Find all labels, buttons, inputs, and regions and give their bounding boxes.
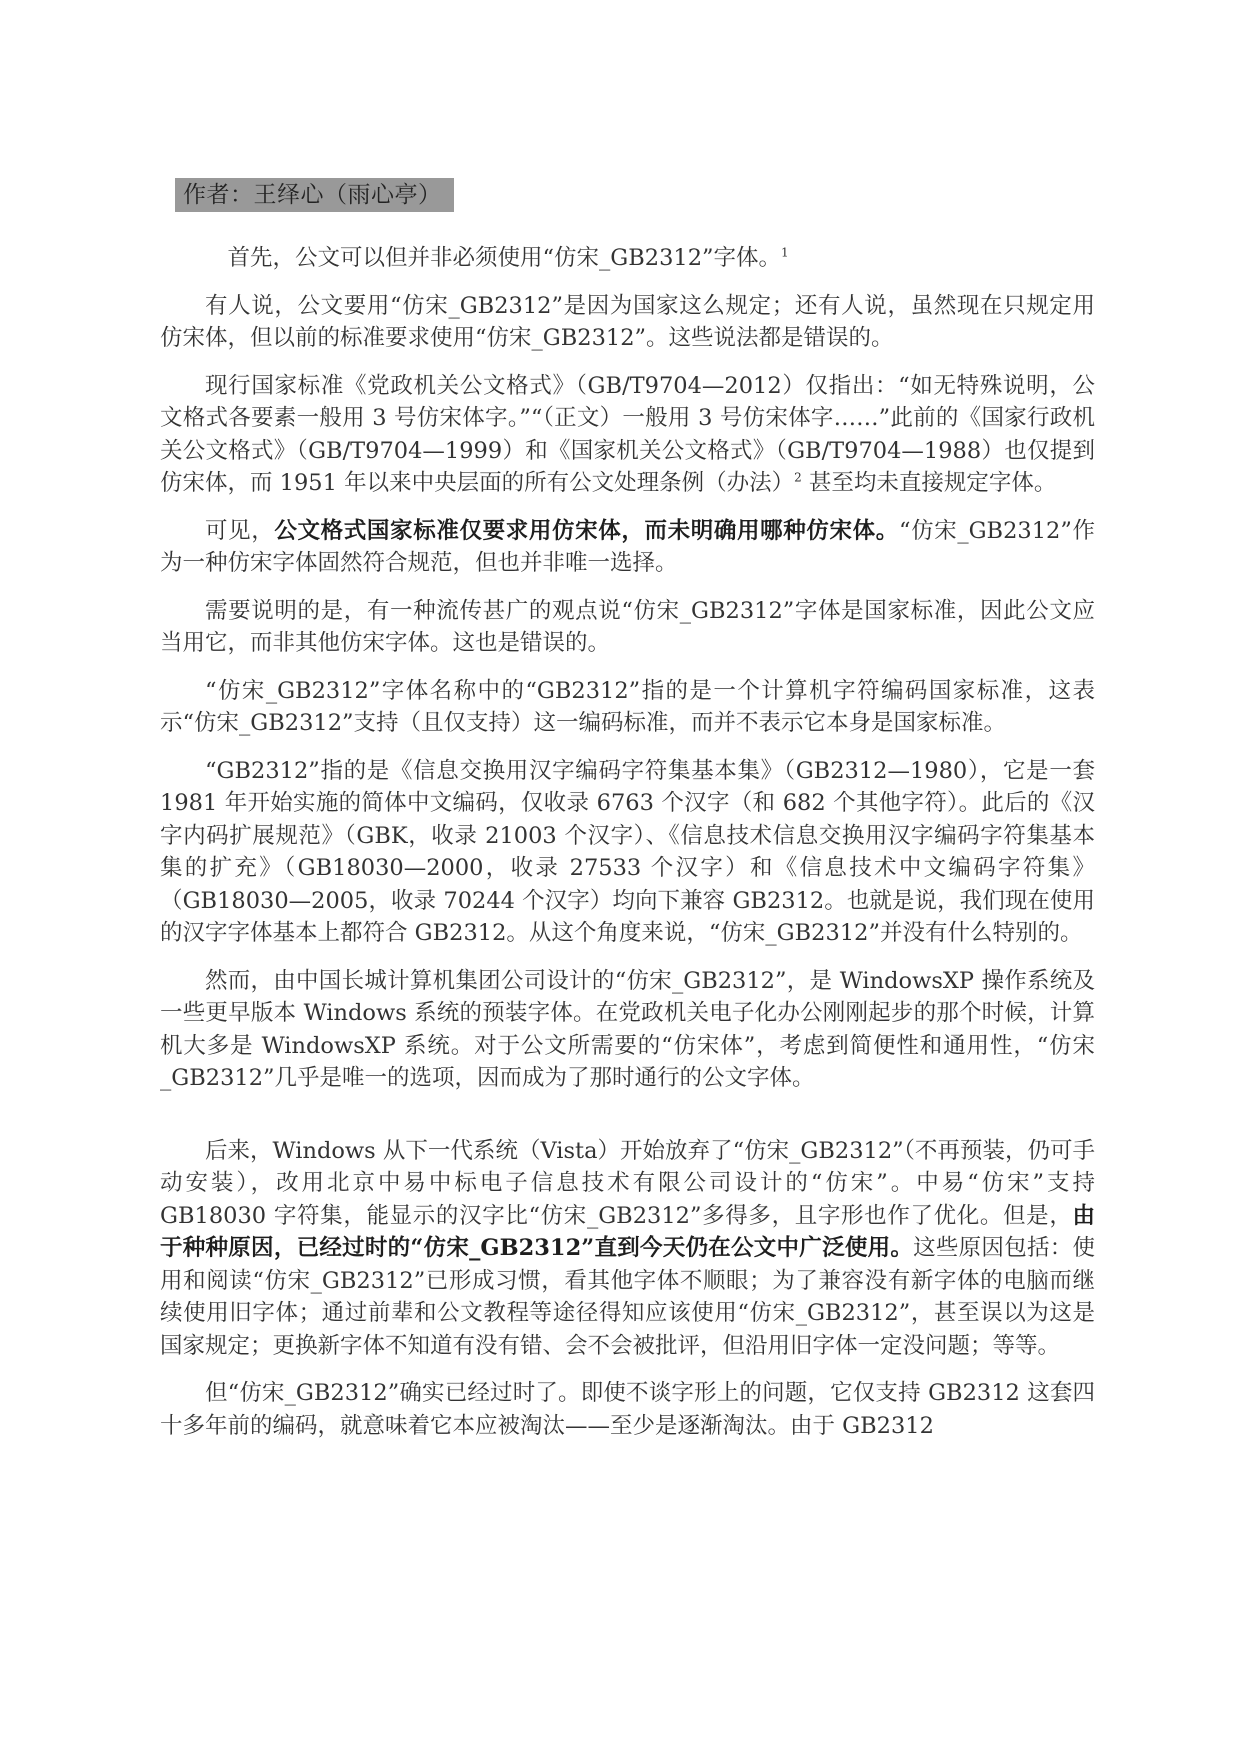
footnote-ref-1: 1 xyxy=(781,245,789,260)
paragraph-9: 后来，Windows 从下一代系统（Vista）开始放弃了“仿宋_GB2312”（不再预装，仍可手动安装），改用北京中易中标电子信息技术有限公司设计的“仿宋”。中易“仿宋”支持 GB18030 字符集，能显示的汉字比“仿宋_GB2312”多得多，且字形也作了优化。但是，由于种种原因，已经过时的“仿宋_GB2312”直到今天仍在公文中广泛使用。这些原因包括：使用和阅读“仿宋_GB2312”已形成习惯，看其他字体不顺眼；为了兼容没有新字体的电脑而继续使用旧字体；通过前辈和公文教程等途径得知应该使用“仿宋_GB2312”，甚至误以为这是国家规定；更换新字体不知道有没有错、会不会被批评，但沿用旧字体一定没问题；等等。 xyxy=(160,1137,1095,1359)
paragraph-8: 然而，由中国长城计算机集团公司设计的“仿宋_GB2312”，是 WindowsXP 操作系统及一些更早版本 Windows 系统的预装字体。在党政机关电子化办公刚刚起步的那个时候，计算机大多是 WindowsXP 系统。对于公文所需要的“仿宋体”，考虑到简便性和通用性，“仿宋_GB2312”几乎是唯一的选项，因而成为了那时通行的公文字体。 xyxy=(160,967,1095,1091)
article-body xyxy=(160,242,1095,1457)
paragraph-7: “GB2312”指的是《信息交换用汉字编码字符集基本集》（GB2312—1980），它是一套 1981 年开始实施的简体中文编码，仅收录 6763 个汉字（和 682 个其他字符）。此后的《汉字内码扩展规范》（GBK，收录 21003 个汉字）、《信息技术信息交换用汉字编码字符集基本集的扩充》（GB18030—2000，收录 27533 个汉字）和《信息技术中文编码字符集》（GB18030—2005，收录 70244 个汉字）均向下兼容 GB2312。也就是说，我们现在使用的汉字字体基本上都符合 GB2312。从这个角度来说，“仿宋_GB2312”并没有什么特别的。 xyxy=(160,757,1095,946)
paragraph-6: “仿宋_GB2312”字体名称中的“GB2312”指的是一个计算机字符编码国家标准，这表示“仿宋_GB2312”支持（且仅支持）这一编码标准，而并不表示它本身是国家标准。 xyxy=(160,677,1095,736)
footnote-ref-2: 2 xyxy=(794,470,802,485)
paragraph-10: 但“仿宋_GB2312”确实已经过时了。即使不谈字形上的问题，它仅支持 GB2312 这套四十多年前的编码，就意味着它本应被淘汰——至少是逐渐淘汰。由于 GB2312 xyxy=(160,1380,1095,1439)
paragraph-2: 有人说，公文要用“仿宋_GB2312”是因为国家这么规定；还有人说，虽然现在只规定用仿宋体，但以前的标准要求使用“仿宋_GB2312”。这些说法都是错误的。 xyxy=(160,292,1095,351)
author-label: 作者：王绎心（雨心亭） xyxy=(175,178,454,212)
paragraph-5: 需要说明的是，有一种流传甚广的观点说“仿宋_GB2312”字体是国家标准，因此公文应当用它，而非其他仿宋字体。这也是错误的。 xyxy=(160,597,1095,656)
paragraph-1: 首先，公文可以但并非必须使用“仿宋_GB2312”字体。$^1$ xyxy=(227,245,789,271)
emphasis-text: 由于种种原因，已经过时的“仿宋_GB2312”直到今天仍在公文中广泛使用。 xyxy=(160,1202,1095,1261)
emphasis-text: 公文格式国家标准仅要求用仿宋体，而未明确用哪种仿宋体。 xyxy=(274,517,899,544)
paragraph-4: 可见，公文格式国家标准仅要求用仿宋体，而未明确用哪种仿宋体。“仿宋_GB2312”作为一种仿宋字体固然符合规范，但也并非唯一选择。 xyxy=(160,517,1095,576)
paragraph-3: 现行国家标准《党政机关公文格式》（GB/T9704—2012）仅指出：“如无特殊说明，公文格式各要素一般用 3 号仿宋体字。”“（正文）一般用 3 号仿宋体字……”此前的《国家行政机关公文格式》（GB/T9704—1999）和《国家机关公文格式》（GB/T9704—1988）也仅提到仿宋体，而 1951 年以来中央层面的所有公文处理条例（办法）$^2$ 甚至均未直接规定字体。 xyxy=(160,372,1095,496)
